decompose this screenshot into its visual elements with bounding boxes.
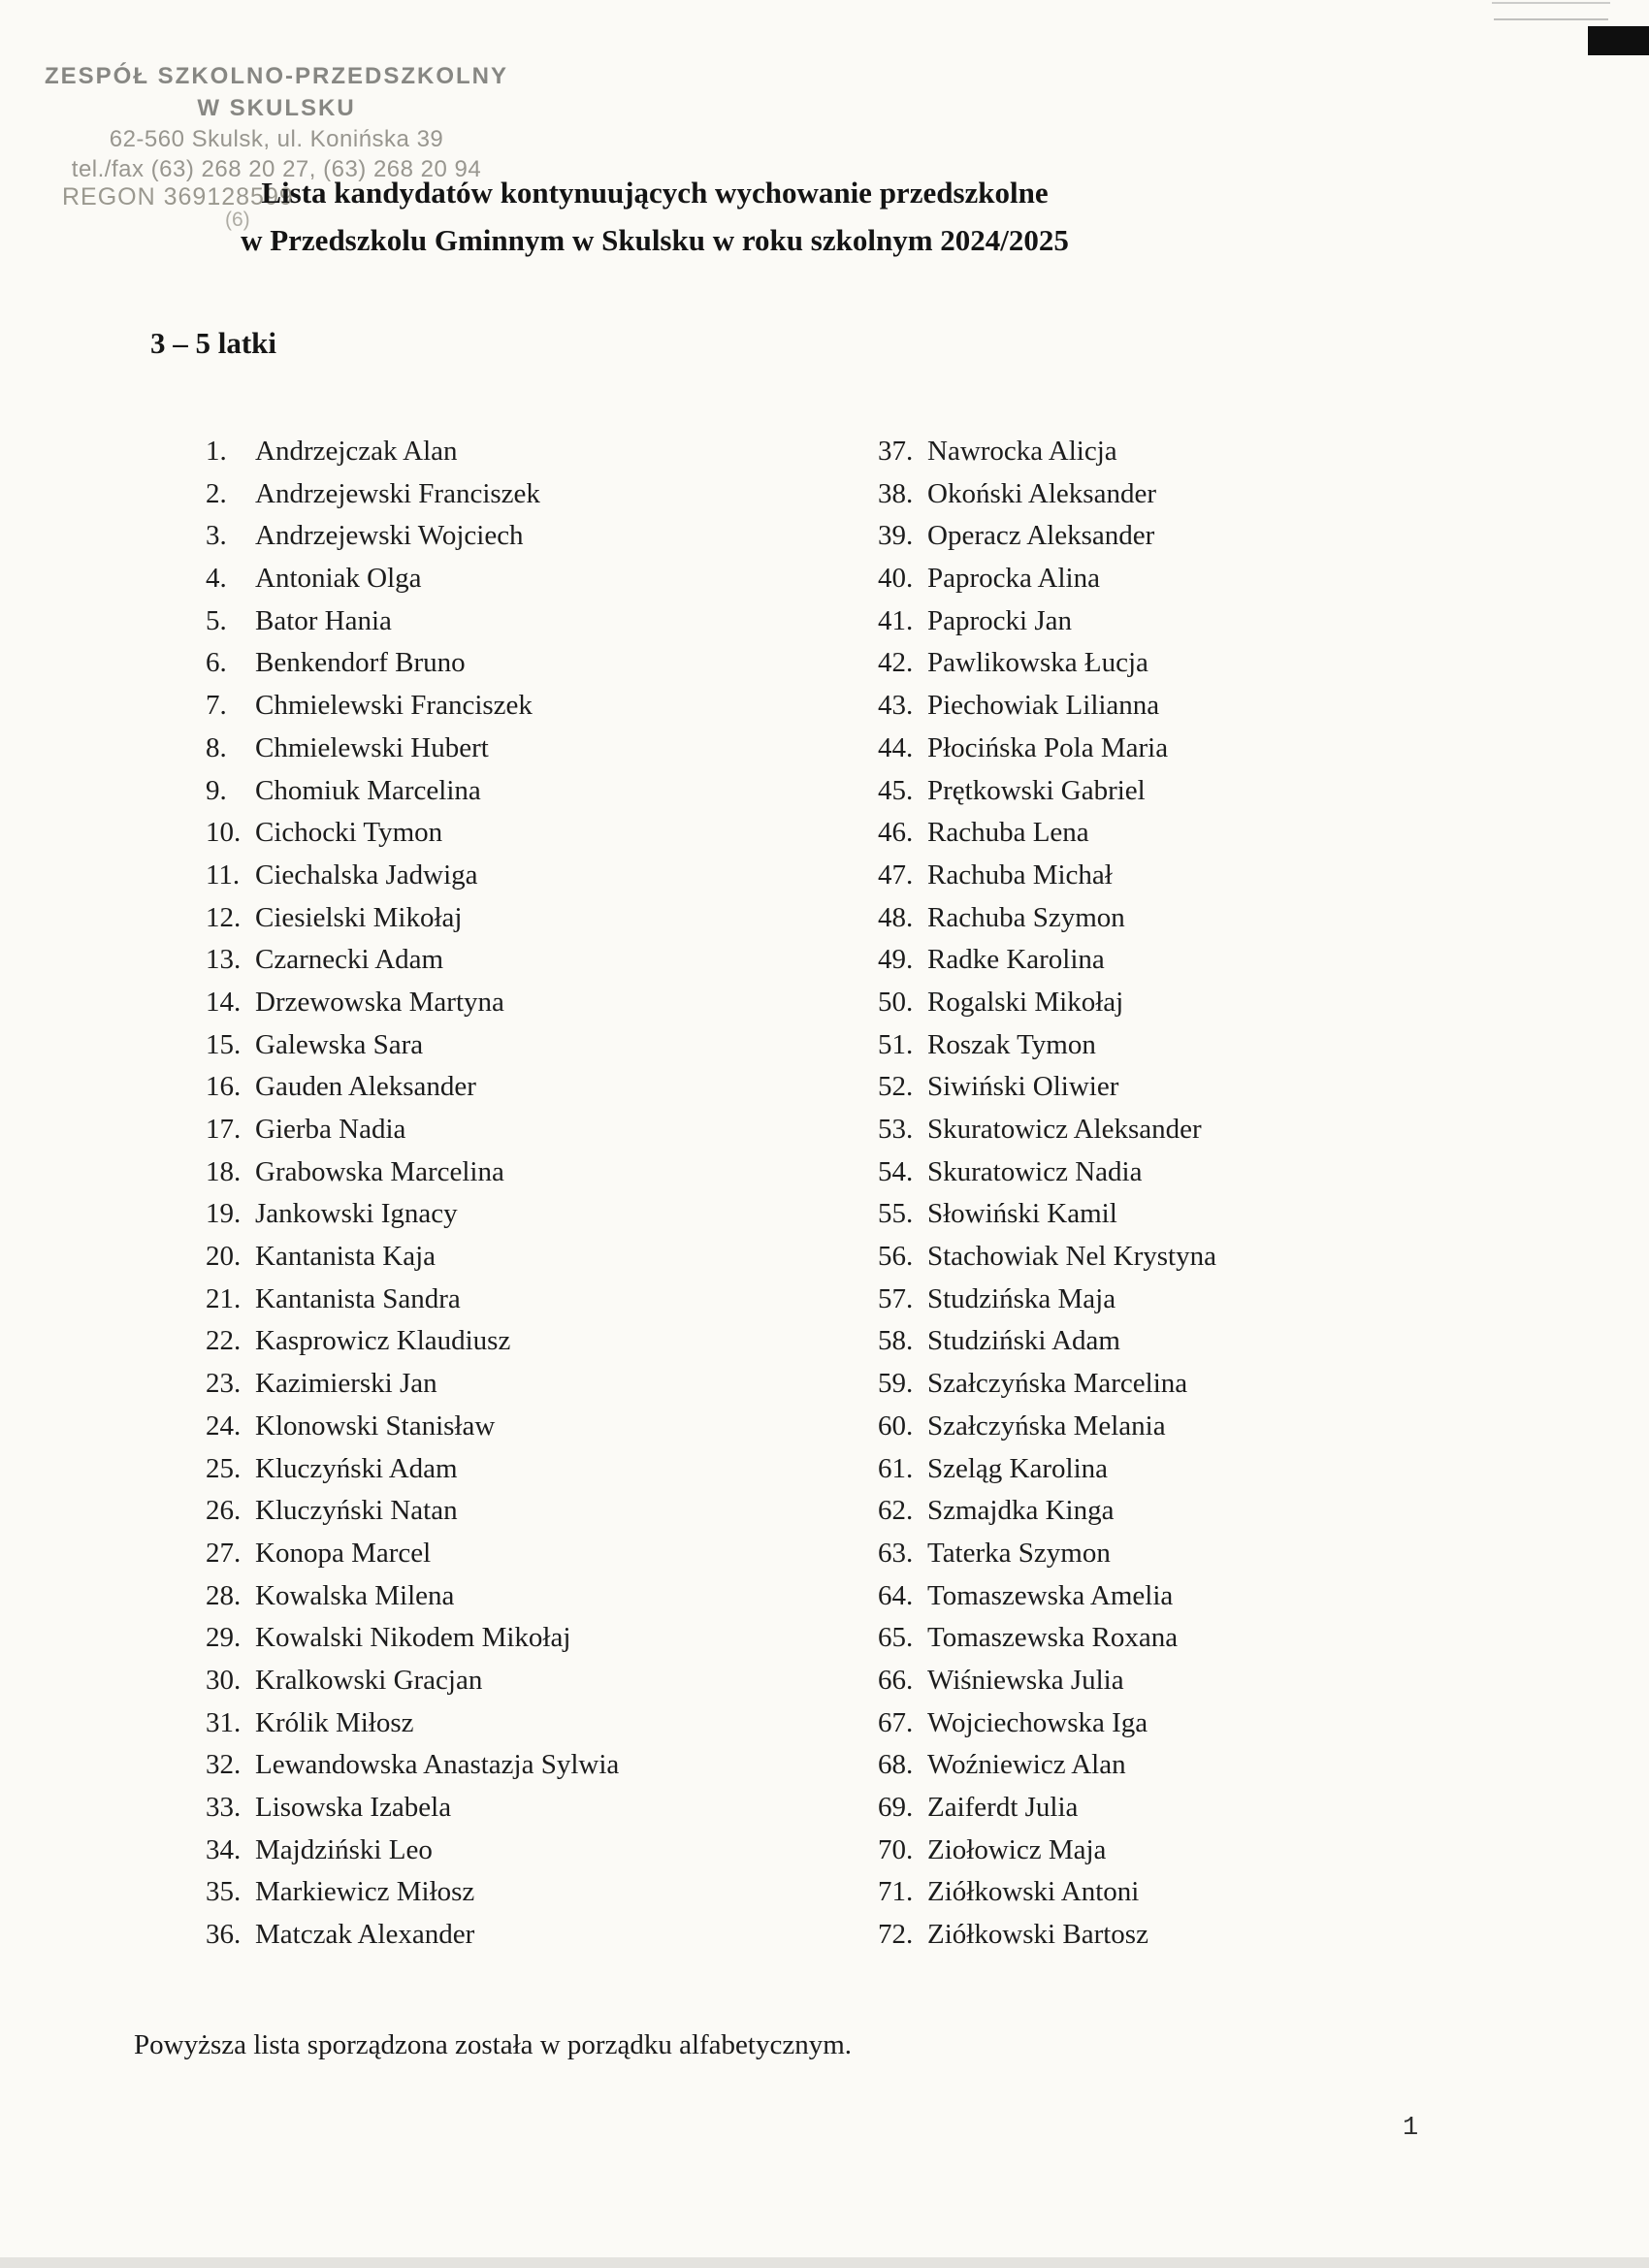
- list-item-name: Wiśniewska Julia: [927, 1664, 1124, 1696]
- stamp-regon: REGON 369128599: [62, 183, 294, 211]
- list-item-number: 70.: [878, 1833, 914, 1865]
- list-item-number: 26.: [206, 1495, 242, 1527]
- corner-black-mark: [1588, 26, 1649, 55]
- list-item-number: 13.: [206, 944, 242, 976]
- list-item-name: Cichocki Tymon: [255, 817, 443, 849]
- list-item-name: Benkendorf Bruno: [255, 647, 466, 679]
- list-item-name: Królik Miłosz: [255, 1706, 414, 1738]
- list-item: [878, 1919, 1216, 1961]
- list-item-name: Bator Hania: [255, 604, 392, 636]
- list-item: [206, 690, 619, 732]
- footer-note: Powyższa lista sporządzona została w porządku alfabetycznym.: [134, 2029, 853, 2060]
- list-item-number: 44.: [878, 731, 914, 763]
- list-item-name: Tomaszewska Roxana: [927, 1622, 1179, 1654]
- list-item-name: Konopa Marcel: [255, 1537, 432, 1569]
- list-item: [206, 478, 619, 521]
- list-item: [206, 1622, 619, 1665]
- list-item-name: Studziński Adam: [927, 1325, 1120, 1357]
- list-item-number: 7.: [206, 690, 227, 722]
- list-item: [878, 1453, 1216, 1496]
- document-title: [170, 169, 1140, 264]
- page-number: 1: [1403, 2114, 1419, 2143]
- list-item-name: Ciesielski Mikołaj: [255, 901, 463, 933]
- list-item-name: Rachuba Szymon: [927, 901, 1125, 933]
- list-item-name: Paprocka Alina: [927, 563, 1100, 595]
- list-item: [206, 1453, 619, 1496]
- list-item-number: 61.: [878, 1452, 914, 1484]
- list-item-number: 20.: [206, 1241, 242, 1273]
- list-item-name: Siwiński Oliwier: [927, 1071, 1119, 1103]
- list-item-name: Prętkowski Gabriel: [927, 774, 1146, 806]
- list-item: [206, 436, 619, 478]
- list-item-name: Szałczyńska Marcelina: [927, 1368, 1188, 1400]
- list-item: [206, 1707, 619, 1750]
- list-item-number: 5.: [206, 604, 227, 636]
- list-item: [206, 1580, 619, 1623]
- list-item-number: 63.: [878, 1537, 914, 1569]
- list-item: [878, 987, 1216, 1029]
- list-item-number: 67.: [878, 1706, 914, 1738]
- list-item-name: Chmielewski Franciszek: [255, 690, 533, 722]
- list-item-number: 41.: [878, 604, 914, 636]
- list-item-name: Ziółkowski Antoni: [927, 1876, 1140, 1908]
- list-item: [206, 1325, 619, 1368]
- list-item-number: 31.: [206, 1706, 242, 1738]
- list-item-number: 59.: [878, 1368, 914, 1400]
- list-item-name: Szmajdka Kinga: [927, 1495, 1115, 1527]
- list-item-name: Zaiferdt Julia: [927, 1792, 1079, 1823]
- list-item: [206, 1665, 619, 1707]
- list-item-name: Słowiński Kamil: [927, 1198, 1117, 1230]
- list-item-name: Markiewicz Miłosz: [255, 1876, 475, 1908]
- list-item: [206, 1029, 619, 1072]
- list-item-name: Drzewowska Martyna: [255, 986, 504, 1018]
- list-item-number: 25.: [206, 1452, 242, 1484]
- list-item-number: 29.: [206, 1622, 242, 1654]
- list-item-number: 27.: [206, 1537, 242, 1569]
- list-item-name: Szeląg Karolina: [927, 1452, 1109, 1484]
- list-item-name: Paprocki Jan: [927, 604, 1072, 636]
- list-item-name: Kowalska Milena: [255, 1579, 455, 1611]
- list-item-name: Nawrocka Alicja: [927, 436, 1117, 467]
- list-item-number: 56.: [878, 1241, 914, 1273]
- list-item-number: 68.: [878, 1749, 914, 1781]
- list-item: [878, 944, 1216, 987]
- list-item-number: 19.: [206, 1198, 242, 1230]
- list-item-number: 40.: [878, 563, 914, 595]
- list-item-name: Rogalski Mikołaj: [927, 986, 1124, 1018]
- list-item-number: 12.: [206, 901, 242, 933]
- list-item-number: 33.: [206, 1792, 242, 1823]
- list-item-name: Rachuba Michał: [927, 859, 1113, 891]
- list-item: [206, 817, 619, 859]
- list-item: [878, 1834, 1216, 1877]
- list-item-name: Kasprowicz Klaudiusz: [255, 1325, 511, 1357]
- list-item-name: Chomiuk Marcelina: [255, 774, 481, 806]
- list-item: [878, 1538, 1216, 1580]
- list-item-number: 46.: [878, 817, 914, 849]
- list-item: [206, 1283, 619, 1326]
- list-item-number: 42.: [878, 647, 914, 679]
- list-item-number: 54.: [878, 1155, 914, 1187]
- list-item: [878, 1029, 1216, 1072]
- list-item: [878, 436, 1216, 478]
- list-item-name: Gauden Aleksander: [255, 1071, 476, 1103]
- list-item-name: Okoński Aleksander: [927, 477, 1156, 509]
- list-item-number: 15.: [206, 1028, 242, 1060]
- stamp-faint-mark: (6): [225, 209, 250, 231]
- list-item: [206, 1368, 619, 1410]
- list-item-name: Kralkowski Gracjan: [255, 1664, 483, 1696]
- list-item-number: 22.: [206, 1325, 242, 1357]
- list-item: [878, 902, 1216, 945]
- list-item: [878, 690, 1216, 732]
- list-item-name: Szałczyńska Melania: [927, 1409, 1166, 1442]
- list-item-number: 53.: [878, 1114, 914, 1145]
- list-item-number: 72.: [878, 1919, 914, 1951]
- list-item-name: Czarnecki Adam: [255, 944, 444, 976]
- list-item: [878, 1622, 1216, 1665]
- list-item: [878, 1325, 1216, 1368]
- list-item: [206, 1792, 619, 1834]
- list-item-number: 16.: [206, 1071, 242, 1103]
- list-item-number: 34.: [206, 1833, 242, 1865]
- list-item-number: 60.: [878, 1409, 914, 1442]
- list-item: [878, 775, 1216, 818]
- list-item: [878, 563, 1216, 605]
- list-item: [878, 1495, 1216, 1538]
- list-item: [878, 1792, 1216, 1834]
- list-item: [206, 563, 619, 605]
- list-item-name: Płocińska Pola Maria: [927, 731, 1169, 763]
- list-item-number: 1.: [206, 436, 227, 467]
- list-item: [878, 1665, 1216, 1707]
- list-item-number: 55.: [878, 1198, 914, 1230]
- list-item-name: Kluczyński Adam: [255, 1452, 458, 1484]
- list-item: [206, 987, 619, 1029]
- list-item: [878, 1580, 1216, 1623]
- list-item-number: 52.: [878, 1071, 914, 1103]
- list-item: [878, 1876, 1216, 1919]
- list-item-number: 71.: [878, 1876, 914, 1908]
- list-item: [878, 1749, 1216, 1792]
- list-item-number: 6.: [206, 647, 227, 679]
- list-item-number: 37.: [878, 436, 914, 467]
- list-item-name: Jankowski Ignacy: [255, 1198, 458, 1230]
- age-group-heading: 3 – 5 latki: [150, 326, 277, 360]
- list-item-name: Gierba Nadia: [255, 1114, 406, 1145]
- list-item: [878, 1241, 1216, 1283]
- list-item: [206, 1241, 619, 1283]
- list-item-name: Piechowiak Lilianna: [927, 690, 1160, 722]
- list-item-name: Skuratowicz Aleksander: [927, 1114, 1202, 1145]
- list-item-name: Skuratowicz Nadia: [927, 1155, 1143, 1187]
- document-title-line1: Lista kandydatów kontynuujących wychowanie przedszkolne: [261, 176, 1049, 210]
- list-item-name: Kantanista Sandra: [255, 1282, 461, 1314]
- list-item-name: Kantanista Kaja: [255, 1241, 436, 1273]
- list-item-name: Kazimierski Jan: [255, 1368, 437, 1400]
- list-item: [206, 1410, 619, 1453]
- list-item-name: Majdziński Leo: [255, 1833, 433, 1865]
- list-item-number: 43.: [878, 690, 914, 722]
- list-item-number: 66.: [878, 1664, 914, 1696]
- letterhead-stamp: [34, 60, 519, 184]
- list-item-name: Andrzejewski Franciszek: [255, 477, 540, 509]
- list-item-number: 49.: [878, 944, 914, 976]
- list-item-name: Stachowiak Nel Krystyna: [927, 1241, 1216, 1273]
- list-item-name: Operacz Aleksander: [927, 520, 1155, 552]
- list-item-number: 8.: [206, 731, 227, 763]
- list-item: [878, 1410, 1216, 1453]
- stamp-address: 62-560 Skulsk, ul. Konińska 39: [109, 126, 444, 152]
- list-item: [206, 1114, 619, 1156]
- list-item-name: Grabowska Marcelina: [255, 1155, 504, 1187]
- list-item-number: 30.: [206, 1664, 242, 1696]
- list-item-number: 47.: [878, 859, 914, 891]
- list-item: [878, 1283, 1216, 1326]
- candidate-list-column-left: [206, 436, 619, 1961]
- list-item: [878, 1707, 1216, 1750]
- candidate-list-column-right: [878, 436, 1216, 1961]
- list-item-number: 18.: [206, 1155, 242, 1187]
- list-item-name: Lewandowska Anastazja Sylwia: [255, 1749, 620, 1781]
- list-item-number: 11.: [206, 859, 241, 891]
- list-item: [878, 817, 1216, 859]
- list-item-number: 57.: [878, 1282, 914, 1314]
- list-item-number: 50.: [878, 986, 914, 1018]
- list-item-number: 58.: [878, 1325, 914, 1357]
- scan-artifact-line: [1492, 2, 1610, 4]
- list-item: [878, 732, 1216, 775]
- list-item: [878, 1368, 1216, 1410]
- list-item-number: 3.: [206, 520, 227, 552]
- list-item-name: Studzińska Maja: [927, 1282, 1116, 1314]
- list-item: [878, 478, 1216, 521]
- list-item: [206, 859, 619, 902]
- scan-edge-shadow: [0, 2257, 1649, 2268]
- list-item-number: 64.: [878, 1579, 914, 1611]
- list-item-number: 9.: [206, 774, 227, 806]
- list-item-number: 14.: [206, 986, 242, 1018]
- list-item: [206, 775, 619, 818]
- list-item: [878, 1156, 1216, 1199]
- list-item: [206, 1495, 619, 1538]
- document-title-line2: w Przedszkolu Gminnym w Skulsku w roku szkolnym 2024/2025: [241, 223, 1069, 257]
- list-item-name: Woźniewicz Alan: [927, 1749, 1126, 1781]
- list-item: [206, 1919, 619, 1961]
- list-item-name: Andrzejczak Alan: [255, 436, 458, 467]
- list-item-name: Wojciechowska Iga: [927, 1706, 1148, 1738]
- list-item-name: Radke Karolina: [927, 944, 1105, 976]
- list-item-number: 23.: [206, 1368, 242, 1400]
- list-item: [206, 605, 619, 648]
- list-item-number: 51.: [878, 1028, 914, 1060]
- list-item-name: Pawlikowska Łucja: [927, 647, 1148, 679]
- list-item-name: Andrzejewski Wojciech: [255, 520, 524, 552]
- list-item: [206, 1198, 619, 1241]
- list-item-name: Tomaszewska Amelia: [927, 1579, 1174, 1611]
- list-item-number: 38.: [878, 477, 914, 509]
- list-item-name: Ziołowicz Maja: [927, 1833, 1107, 1865]
- list-item-name: Kowalski Nikodem Mikołaj: [255, 1622, 571, 1654]
- list-item: [206, 944, 619, 987]
- list-item-number: 28.: [206, 1579, 242, 1611]
- list-item-number: 2.: [206, 477, 227, 509]
- list-item-name: Ziółkowski Bartosz: [927, 1919, 1148, 1951]
- list-item-number: 48.: [878, 901, 914, 933]
- list-item-number: 45.: [878, 774, 914, 806]
- list-item-number: 24.: [206, 1409, 242, 1442]
- list-item: [206, 647, 619, 690]
- list-item-number: 69.: [878, 1792, 914, 1823]
- list-item-name: Lisowska Izabela: [255, 1792, 452, 1823]
- list-item: [206, 1071, 619, 1114]
- list-item: [206, 520, 619, 563]
- list-item: [878, 1198, 1216, 1241]
- list-item: [878, 647, 1216, 690]
- list-item-number: 17.: [206, 1114, 242, 1145]
- list-item-name: Rachuba Lena: [927, 817, 1089, 849]
- list-item: [206, 1834, 619, 1877]
- stamp-phone: tel./fax (63) 268 20 27, (63) 268 20 94: [71, 156, 482, 182]
- list-item-number: 4.: [206, 563, 227, 595]
- list-item: [878, 520, 1216, 563]
- stamp-institution-name: ZESPÓŁ SZKOLNO-PRZEDSZKOLNY: [44, 63, 508, 89]
- list-item-name: Taterka Szymon: [927, 1537, 1111, 1569]
- list-item-number: 62.: [878, 1495, 914, 1527]
- list-item: [878, 1071, 1216, 1114]
- scan-artifact-line: [1494, 18, 1608, 20]
- list-item-name: Antoniak Olga: [255, 563, 422, 595]
- list-item: [206, 1749, 619, 1792]
- list-item-number: 36.: [206, 1919, 242, 1951]
- list-item-name: Matczak Alexander: [255, 1919, 475, 1951]
- list-item: [206, 1876, 619, 1919]
- list-item-number: 10.: [206, 817, 242, 849]
- list-item: [206, 1538, 619, 1580]
- stamp-institution-place: W SKULSKU: [197, 95, 356, 121]
- list-item: [206, 732, 619, 775]
- list-item: [878, 605, 1216, 648]
- list-item-name: Kluczyński Natan: [255, 1495, 458, 1527]
- list-item-name: Galewska Sara: [255, 1028, 424, 1060]
- list-item-name: Klonowski Stanisław: [255, 1409, 496, 1442]
- list-item-number: 39.: [878, 520, 914, 552]
- list-item: [206, 1156, 619, 1199]
- list-item-number: 65.: [878, 1622, 914, 1654]
- list-item-number: 21.: [206, 1282, 242, 1314]
- list-item-name: Chmielewski Hubert: [255, 731, 489, 763]
- list-item-number: 35.: [206, 1876, 242, 1908]
- list-item-name: Roszak Tymon: [927, 1028, 1096, 1060]
- list-item: [206, 902, 619, 945]
- list-item: [878, 859, 1216, 902]
- list-item: [878, 1114, 1216, 1156]
- list-item-name: Ciechalska Jadwiga: [255, 859, 478, 891]
- list-item-number: 32.: [206, 1749, 242, 1781]
